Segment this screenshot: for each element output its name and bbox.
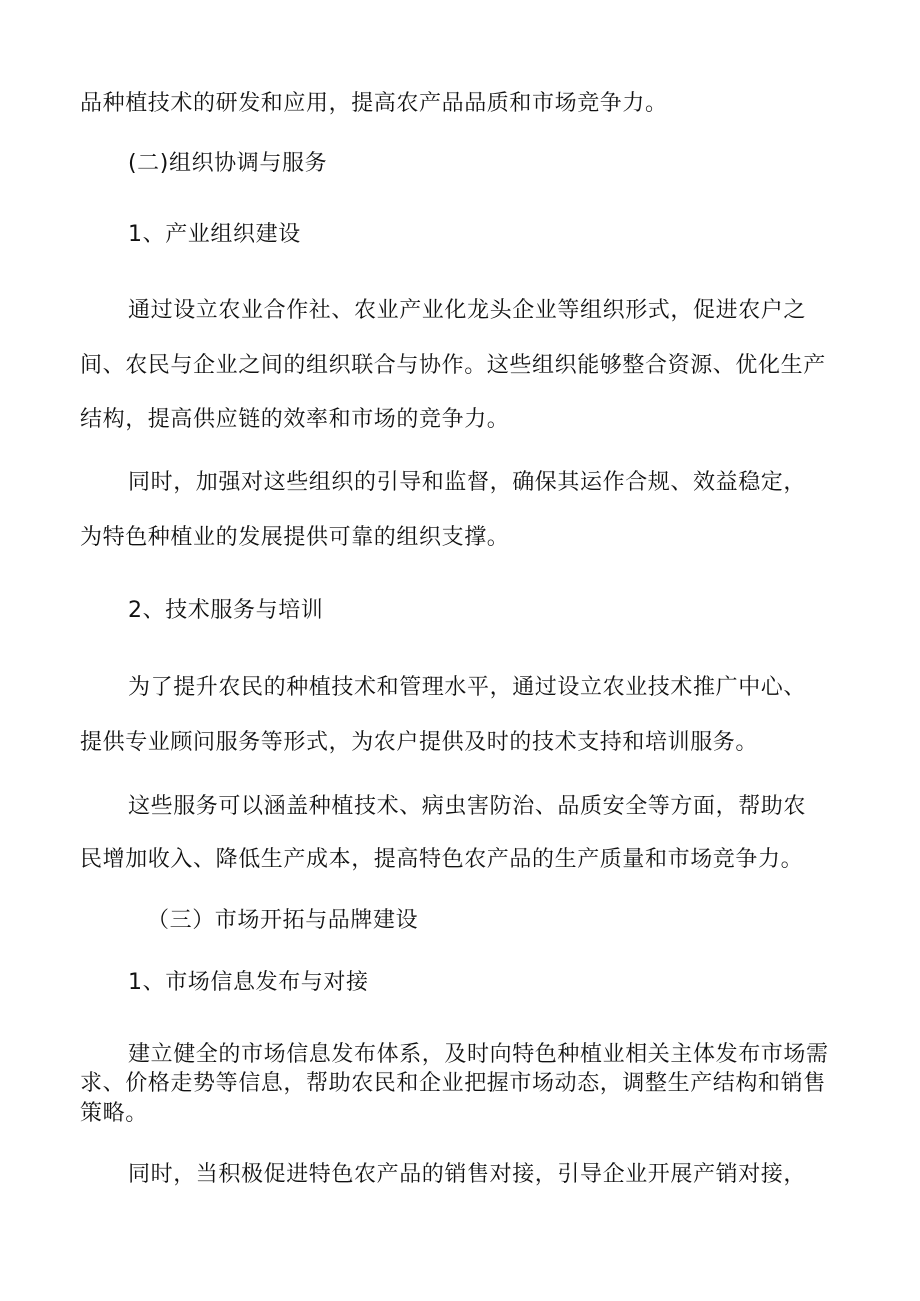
section-heading-2: (二)组织协调与服务 xyxy=(128,151,328,176)
paragraph-line: 策略。 xyxy=(80,1101,148,1126)
subheading-market-info: 1、市场信息发布与对接 xyxy=(128,970,369,995)
paragraph-line: 民增加收入、降低生产成本，提高特色农产品的生产质量和市场竞争力。 xyxy=(80,847,804,872)
paragraph-line: 同时，当积极促进特色农产品的销售对接，引导企业开展产销对接， xyxy=(128,1162,807,1187)
paragraph-line: 建立健全的市场信息发布体系，及时向特色种植业相关主体发布市场需 xyxy=(128,1042,829,1067)
paragraph-line: 为特色种植业的发展提供可靠的组织支撑。 xyxy=(80,525,510,550)
paragraph-line: 同时，加强对这些组织的引导和监督，确保其运作合规、效益稳定， xyxy=(128,470,807,495)
paragraph-line: 通过设立农业合作社、农业产业化龙头企业等组织形式，促进农户之 xyxy=(128,298,807,323)
subheading-technical-service: 2、技术服务与培训 xyxy=(128,598,324,623)
section-heading-3: （三）市场开拓与品牌建设 xyxy=(147,908,419,933)
paragraph-continuation-line: 品种植技术的研发和应用，提高农产品品质和市场竞争力。 xyxy=(80,91,668,116)
paragraph-line: 这些服务可以涵盖种植技术、病虫害防治、品质安全等方面，帮助农 xyxy=(128,794,807,819)
paragraph-line: 结构，提高供应链的效率和市场的竞争力。 xyxy=(80,407,510,432)
subheading-industry-organization: 1、产业组织建设 xyxy=(128,222,301,247)
paragraph-line: 间、农民与企业之间的组织联合与协作。这些组织能够整合资源、优化生产 xyxy=(80,353,826,378)
paragraph-line: 求、价格走势等信息，帮助农民和企业把握市场动态，调整生产结构和销售 xyxy=(80,1071,826,1096)
paragraph-line: 为了提升农民的种植技术和管理水平，通过设立农业技术推广中心、 xyxy=(128,675,807,700)
paragraph-line: 提供专业顾问服务等形式，为农户提供及时的技术支持和培训服务。 xyxy=(80,730,759,755)
